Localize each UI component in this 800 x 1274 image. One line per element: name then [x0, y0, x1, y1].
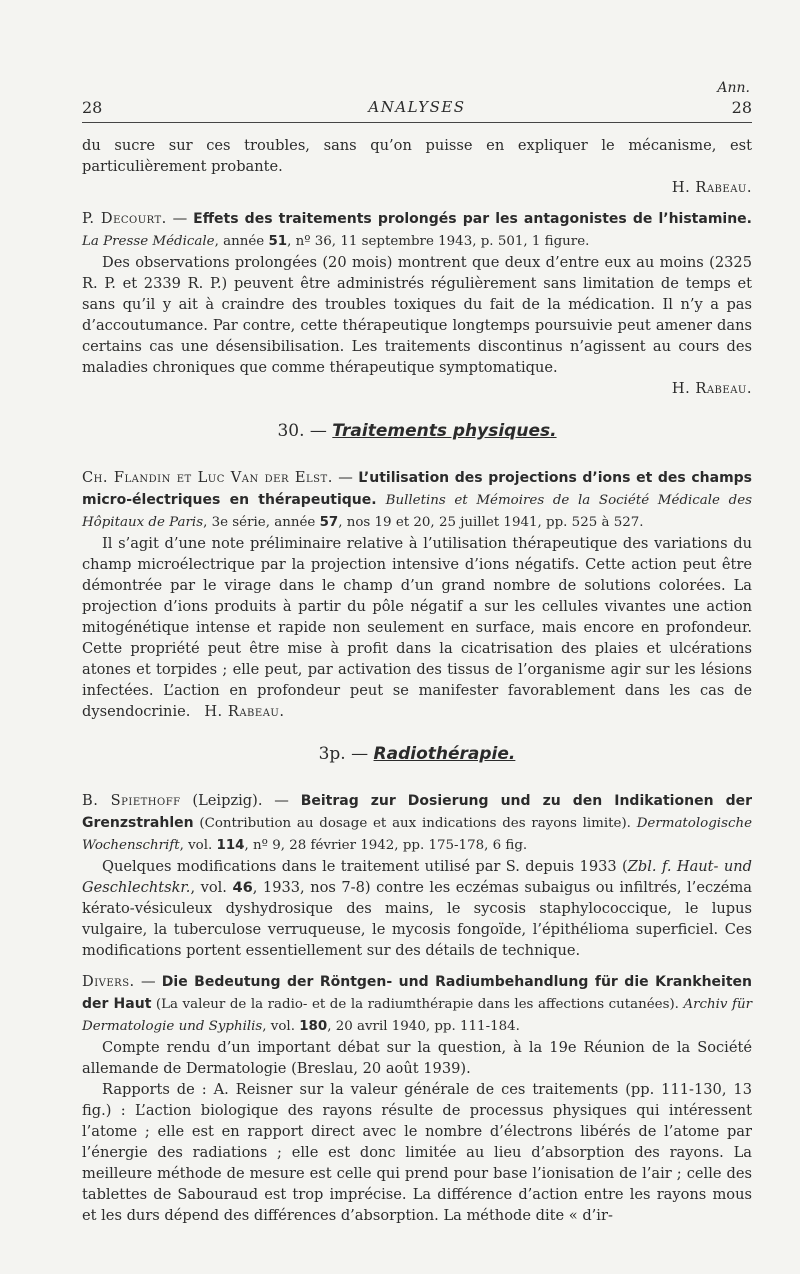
- entry-body: Rapports de : A. Reisner sur la valeur générale de ces traitements (pp. 111-130, 13 fig.) : L’action biologique des rayons résulte de processus physiques qui intéressent l’atome ; elle est en rapport direct avec le nombre d’électrons libérés de l’atome par l’énergie des radiations ; elle est donc limitée au lieu d’absorption des rayons. La meilleure méthode de mesure est celle qui prend pour base l’ionisation de l’air ; celle des tablettes de Sabouraud est trop imprécise. La différence d’action entre les rayons mous et les durs dépend des différences d’absorption. La méthode dite « d’ir-: [82, 1081, 752, 1224]
- abstract-entry-decourt: [82, 208, 752, 399]
- page-number-left: 28: [82, 98, 103, 117]
- entry-source: Bulletins et Mémoires de la Société Médicale des Hôpitaux de Paris, 3e série, année 57, nos 19 et 20, 25 juillet 1941, pp. 525 à 527.: [82, 493, 752, 530]
- signature: H. Rabeau.: [671, 179, 752, 196]
- running-title: ANALYSES: [368, 98, 466, 116]
- entry-body: Des observations prolongées (20 mois) montrent que deux d’entre eux au moins (2325 R. P. et 2339 R. P.) peuvent être administrés régulièrement sans limitation de temps et sans qu’il y ait à craindre des troubles toxiques du fait de la médication. Il n’y a pas d’accoutumance. Par contre, cette thérapeutique longtemps poursuivie peut amener dans certains cas une désensibilisation. Les traitements discontinus n’agissent au cours des maladies chroniques que comme thérapeutique symptomatique.: [82, 254, 752, 376]
- entry-body: Il s’agit d’une note préliminaire relative à l’utilisation thérapeutique des variations du champ microélectrique par la projection intensive d’ions négatifs. Cette action peut être démontrée par le virage dans le champ d’un grand nombre de solutions colorées. La projection d’ions produits à partir du pôle négatif a sur les cellules vivantes une action mitogénétique intense et rapide non seulement en surface, mais encore en profondeur. Cette propriété peut être mise à profit dans la cicatrisation des plaies et ulcérations atones et torpides ; elle peut, par activation des tissus de l’organisme agir sur les lésions infectées. L’action en profondeur peut se manifester favorablement dans les cas de dysendocrinie. H. Rabeau.: [82, 535, 752, 720]
- entry-citation: P. Decourt. — Effets des traitements prolongés par les antagonistes de l’histamine. La Presse Médicale, année 51, nº 36, 11 septembre 1943, p. 501, 1 figure.: [82, 210, 752, 249]
- page-number-right: 28: [731, 98, 752, 117]
- entry-source: Archiv für Dermatologie und Syphilis, vol. 180, 20 avril 1940, pp. 111-184.: [82, 997, 752, 1034]
- running-header: [82, 80, 752, 122]
- header-rule: [82, 122, 752, 123]
- continuation-paragraph: du sucre sur ces troubles, sans qu’on puisse en expliquer le mécanisme, est particulièrement probante.: [82, 137, 752, 175]
- entry-author: Divers.: [82, 973, 135, 990]
- entry-title: Beitrag zur Dosierung und zu den Indikationen der Grenzstrahlen: [82, 793, 752, 831]
- entry-author: P. Decourt.: [82, 210, 167, 227]
- entry-citation: Ch. Flandin et Luc Van der Elst. — L’utilisation des projections d’ions et des champs micro-électriques en thérapeutique. Bulletins et Mémoires de la Société Médicale des Hôpitaux de Paris, 3e série, année 57, nos 19 et 20, 25 juillet 1941, pp. 525 à 527.: [82, 469, 753, 530]
- signature: H. Rabeau.: [204, 703, 285, 720]
- entry-title: Die Bedeutung der Röntgen- und Radiumbehandlung für die Krankheiten der Haut: [82, 974, 752, 1012]
- entry-source: Dermatologische Wochenschrift, vol. 114, nº 9, 28 février 1942, pp. 175-178, 6 fig.: [82, 816, 752, 853]
- entry-source: La Presse Médicale, année 51, nº 36, 11 septembre 1943, p. 501, 1 figure.: [82, 234, 590, 249]
- entry-title: L’utilisation des projections d’ions et des champs micro-électriques en thérapeutique.: [82, 470, 753, 508]
- entry-body: Quelques modifications dans le traitement utilisé par S. depuis 1933 (Zbl. f. Haut- und Geschlechtskr., vol. 46, 1933, nos 7-8) contre les eczémas subaigus ou infiltrés, l’eczéma kérato-vésiculeux dyshydrosique des mains, le sycosis staphylococcique, le lupus vulgaire, la tuberculose verruqueuse, le mycosis fongoïde, l’épithélioma superficiel. Ces modifications portent essentiellement sur des détails de technique.: [82, 858, 752, 959]
- annotation-ann: Ann.: [717, 80, 750, 96]
- section-heading-traitements-physiques: 30. — Traitements physiques.: [277, 421, 557, 441]
- entry-citation: Divers. — Die Bedeutung der Röntgen- und Radiumbehandlung für die Krankheiten der Haut (La valeur de la radio- et de la radiumthérapie dans les affections cutanées). Archiv für Dermatologie und Syphilis, vol. 180, 20 avril 1940, pp. 111-184.: [82, 973, 752, 1034]
- entry-title: Effets des traitements prolongés par les antagonistes de l’histamine.: [193, 211, 752, 227]
- section-heading-radiotherapie: 3p. — Radiothérapie.: [318, 744, 516, 764]
- abstract-entry-flandin: [82, 467, 752, 722]
- entry-body: Compte rendu d’un important débat sur la question, à la 19e Réunion de la Société allemande de Dermatologie (Breslau, 20 août 1939).: [82, 1039, 752, 1077]
- entry-author: B. Spiethoff: [82, 792, 181, 809]
- entry-author: Ch. Flandin et Luc Van der Elst.: [82, 469, 333, 486]
- signature: H. Rabeau.: [671, 380, 752, 397]
- abstract-entry-spiethoff: [82, 790, 752, 961]
- entry-citation: B. Spiethoff (Leipzig). — Beitrag zur Dosierung und zu den Indikationen der Grenzstrahlen (Contribution au dosage et aux indications des rayons limite). Dermatologische Wochenschrift, vol. 114, nº 9, 28 février 1942, pp. 175-178, 6 fig.: [82, 792, 752, 853]
- page: [82, 80, 752, 1226]
- abstract-entry-divers: [82, 971, 752, 1226]
